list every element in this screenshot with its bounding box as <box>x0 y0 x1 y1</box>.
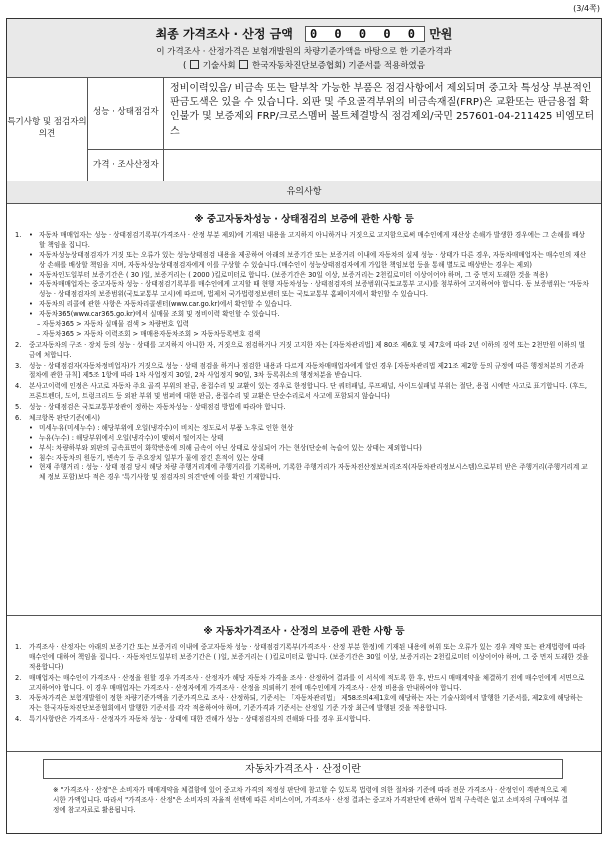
sub-item <box>29 310 591 320</box>
sub-item <box>29 300 591 310</box>
sub-item <box>29 424 591 434</box>
list-item-text: 체크항목 판단기준(예시) <box>29 414 100 423</box>
list-item-text: 특기사항란은 가격조사 · 산정자가 자동차 성능 · 상태에 대한 견해가 성능 · 상태점검자의 견해와 다를 경우 표시합니다. <box>29 715 371 724</box>
bullet-icon: • <box>29 453 33 462</box>
list-item-number: 3. <box>15 694 22 703</box>
appraiser-label: 가격 · 조사산정자 <box>88 150 164 181</box>
section-divider <box>7 615 601 616</box>
sub-item-text: 누유(누수) : 해당부위에서 오일(냉각수)이 맺혀서 떨어지는 상태 <box>39 433 224 442</box>
sub-item-text: 자동차365(www.car365.go.kr)에서 실매물 조회 및 정비이력 확인할 수 있습니다. <box>39 310 280 319</box>
list-item-number: 2. <box>15 673 22 682</box>
bullet-icon: • <box>29 463 33 472</box>
bullet-icon: • <box>29 443 33 452</box>
sub-item <box>29 251 591 271</box>
list-item-text: 성능 · 상태점검은 국토교통부장관이 정하는 자동차성능 · 상태점검 방법에 따라야 합니다. <box>29 403 286 412</box>
list-item-text: 가격조사 · 산정자는 아래의 보증기간 또는 보증거리 이내에 중고자동차 성능 · 상태점검기록부(가격조사 · 산정 부분 한정)에 기재된 내용에 허위 또는 오류가 있는 경우 계약 또는 관계법령에 따라 매수인에 대하여 책임을 집니다. · 자동차인도일부터 보증기간은 ( )일, 보증거리는 ( )킬로미터로 합니다. (보증기간은 30일 이상, 보증거리는 2천킬로미터 이상이어야 하며, 그 중 먼저 도래한 것을 적용합니다) <box>29 643 589 671</box>
sub-item-text: 자동차매매업자는 중고자동차 성능 · 상태점검기록부를 매수인에게 고지할 때 현행 자동차성능 · 상태점검자의 보증범위(국토교통부 고시)를 첨부하여 고지하여야 합니다. 동 보증범위는 '자동차성능 · 상태점검자의 보증범위(국토교통부 고시)에 따르며, 법제처 국가법령정보센터 또는 국토교통부 홈페이지에서 확인할 수 있습니다. <box>39 280 589 299</box>
section2-list <box>15 643 591 726</box>
list-item <box>15 414 591 483</box>
list-item-number: 2. <box>15 340 22 349</box>
inspector-label: 성능 · 상태점검자 <box>88 77 164 149</box>
list-item <box>15 341 591 361</box>
sub-item <box>29 271 591 281</box>
inspector-opinion: 정비이력있음/ 비금속 또는 탈부착 가능한 부품은 점검사항에서 제외되며 중고차 특성상 부분적인 판금도색은 있을 수 있습니다. 외판 및 주요골격부위의 비금속재질(FRP)은 교환또는 판금용접 확인불가 및 보증제외 FRP/크로스멤버 볼트체결방식 점검제외/국민 257601-04-211425 비엠모터스 <box>170 83 595 137</box>
dash-item: – 자동차365 > 자동차 이력조회 > 매매용자동차조회 > 자동차등록번호 검색 <box>37 329 261 338</box>
page-number: (3/4쪽) <box>573 4 600 13</box>
section-divider-2 <box>7 751 601 752</box>
list-item-number: 1. <box>15 643 22 651</box>
section1-list <box>15 231 591 484</box>
sub-item <box>29 280 591 300</box>
sub-item <box>29 463 591 483</box>
notes-header: 유의사항 <box>7 181 601 204</box>
bullet-icon: • <box>29 300 33 309</box>
option-diagnosis-assoc-label: 한국자동차진단보증협회) 기준서를 적용하였음 <box>252 61 425 71</box>
price-option-paren: ( <box>183 61 187 71</box>
sub-item-text: 자동차성능상태점검자가 거짓 또는 오류가 있는 성능상태점검 내용을 제공하여 아래의 보증기간 또는 보증거리 이내에 자동차의 실제 성능 · 상태가 다른 경우, 자동차매매업자는 매수인의 재산상 손해를 배상할 책임을 지며, 자동차성능상태점검자에게 이를 구상할 수 있습니다.(매수인이 성능상태점검자에게 가입한 책임보험 등을 통해 별도로 배상받는 경우는 제외) <box>39 250 587 269</box>
bottom-text: ※ "가격조사 · 산정"은 소비자가 매매계약을 체결함에 있어 중고차 가격의 적정성 판단에 참고할 수 있도록 법령에 의한 절차와 기준에 따라 전문 가격조사 · 산정인이 객관적으로 제시한 가액입니다. 따라서 "가격조사 · 산정"은 소비자의 자율적 선택에 따른 서비스이며, 가격조사 · 산정 결과는 중고차 가격판단에 관하여 법적 구속력은 없고 소비자의 구매여부 결정에 참고자료로 활용됩니다. <box>53 786 568 815</box>
sub-item-text: 자동차인도일부터 보증기간은 ( 30 )일, 보증거리는 ( 2000 )킬로미터로 합니다. (보증기간은 30일 이상, 보증거리는 2천킬로미터 이상이어야 하며, 그 중 먼저 도래한 것을 적용) <box>39 270 548 279</box>
list-item <box>15 674 591 694</box>
list-item-text: 매매업자는 매수인이 가격조사 · 산정을 원할 경우 가격조사 · 산정자가 해당 자동차 가격을 조사 · 산정하여 결과를 이 서식에 적도록 한 후, 반드시 매매계약을 체결하기 전에 매수인에게 서면으로 고지하여야 합니다. 이 경우 매매업자는 가격조사 · 산정자에게 가격조사 · 산정을 의뢰하기 전에 매수인에게 가격조사 · 산정 비용을 안내하여야 합니다. <box>29 673 585 692</box>
list-item-text: 자동차가격은 보험개발원이 정한 차량기준가액을 기준가격으로 조사 · 산정하되, 기준서는 「자동차관리법」 제58조의4제1호에 해당하는 자는 기술사회에서 발행한 기준서를, 제2호에 해당하는 자는 한국자동차진단보증협회에서 발행한 기준서를 각각 적용하여야 하며, 기준가격과 기준서는 산정일 기준 가장 최근에 발행된 것을 적용합니다. <box>29 694 583 713</box>
form-frame <box>6 18 602 834</box>
sub-item <box>29 231 591 251</box>
sub-item-text: 자동차의 리콜에 관한 사항은 자동차리콜센터(www.car.go.kr)에서 확인할 수 있습니다. <box>39 300 292 309</box>
dash-item: – 자동차365 > 자동차 실매물 검색 > 차량번호 입력 <box>37 320 189 329</box>
bullet-icon: • <box>29 433 33 442</box>
price-unit: 만원 <box>429 27 453 41</box>
list-item-number: 3. <box>15 361 22 370</box>
list-item <box>15 362 591 382</box>
sub-item <box>29 444 591 454</box>
sub-item-text: 미세누유(미세누수) : 해당부위에 오일(냉각수)이 비치는 정도로서 부품 노후로 인한 현상 <box>39 423 294 432</box>
appraiser-row <box>88 150 601 181</box>
price-line <box>7 25 601 42</box>
list-item <box>15 231 591 340</box>
special-notes-label: 특기사항 및 점검자의 의견 <box>7 77 88 181</box>
list-item <box>15 643 591 673</box>
sub-item-text: 부식: 차량하부와 외판의 금속표면이 화학반응에 의해 금속이 아닌 상태로 상실되어 가는 현상(단순히 녹슬어 있는 상태는 제외합니다) <box>39 443 422 452</box>
list-item-number: 4. <box>15 715 22 724</box>
section2-title: ※ 자동차가격조사 · 산정의 보증에 관한 사항 등 <box>203 626 405 637</box>
checkbox-tech-society[interactable] <box>190 60 199 69</box>
sub-item-text: 침수: 자동차의 원동기, 변속기 등 주요장치 일부가 물에 잠긴 흔적이 있는 상태 <box>39 453 264 462</box>
price-title: 최종 가격조사 · 산정 금액 <box>155 27 293 41</box>
list-item-text: 성능 · 상태점검자(자동차정비업자)가 거짓으로 성능 · 상태 점검을 하거나 점검한 내용과 다르게 자동차매매업자에게 알린 경우 [자동차관리법 제21조 제2항 등의 규정에 따른 행정처분의 기준과 절차에 관한 규칙] 제5조 1항에 따라 1차 사업정지 30일, 2차 사업정지 90일, 3차 등록취소의 행정처분을 받습니다. <box>29 361 584 380</box>
list-item <box>15 382 591 402</box>
list-item-number: 1. <box>15 231 22 239</box>
bottom-title: 자동차가격조사 · 산정이란 <box>43 759 563 779</box>
bullet-icon: • <box>29 423 33 432</box>
list-item-text: 본사고이력에 인정은 사고로 자동차 주요 골격 부위의 판금, 용접수리 및 교환이 있는 경우로 한정합니다. 단 쿼터패널, 루프패널, 사이드실패널 부위는 절단, 용접 시에만 사고로 표기합니다. (후드, 프론트펜더, 도어, 트렁크리드 등 외판 부위 및 범퍼에 대한 판금, 용접수리 및 교환은 단순수리로서 사고에 포함되지 않습니다) <box>29 382 588 401</box>
special-notes-section <box>7 77 601 182</box>
sub-item-text: 현재 주행거리 : 성능 · 상태 점검 당시 해당 차량 주행거리계에 주행거리를 기록하며, 기록한 주행거리가 자동차전산정보처리조직(자동차관리정보시스템)으로부터 받은 주행거리(주행거리계 교체 정보 포함)보다 적은 경우 '특기사항 및 점검자의 의견'란에 이를 확인 기재합니다. <box>39 463 588 482</box>
sub-item <box>29 454 591 464</box>
bullet-icon: • <box>29 231 33 239</box>
checkbox-diagnosis-assoc[interactable] <box>239 60 248 69</box>
list-item-text: 중고자동차의 구조 · 장치 등의 성능 · 상태를 고지하지 아니한 자, 거짓으로 점검하거나 거짓 고지한 자는 [자동차관리법] 제 80조 제6호 및 제7호에 따라 2년 이하의 징역 또는 2천만원 이하의 벌금에 처합니다. <box>29 340 585 359</box>
section1-title: ※ 중고자동차성능 · 상태점검의 보증에 관한 사항 등 <box>194 214 414 225</box>
price-options <box>7 59 601 71</box>
list-item-number: 6. <box>15 414 22 423</box>
list-item <box>15 715 591 725</box>
bullet-icon: • <box>29 250 33 259</box>
inspector-row <box>88 77 601 150</box>
sub-item <box>29 434 591 444</box>
bullet-icon: • <box>29 270 33 279</box>
price-basis: 이 가격조사 · 산정가격은 보험개발원의 차량기준가액을 바탕으로 한 기준가격과 <box>156 47 452 57</box>
bullet-icon: • <box>29 310 33 319</box>
list-item <box>15 403 591 413</box>
list-item-number: 4. <box>15 382 22 391</box>
list-item-number: 5. <box>15 403 22 412</box>
option-tech-society-label: 기술사회 <box>202 61 236 71</box>
price-section <box>7 19 601 78</box>
bullet-icon: • <box>29 280 33 289</box>
sub-item-text: 자동차 매매업자는 성능 · 상태점검기록부(가격조사 · 산정 부분 제외)에 기재된 내용을 고지하지 아니하거나 거짓으로 고지함으로써 매수인에게 재산상 손해가 발생한 경우에는 그 손해를 배상할 책임을 집니다. <box>39 231 585 249</box>
list-item <box>15 694 591 714</box>
price-digits[interactable]: 0 0 0 0 0 <box>305 26 425 42</box>
